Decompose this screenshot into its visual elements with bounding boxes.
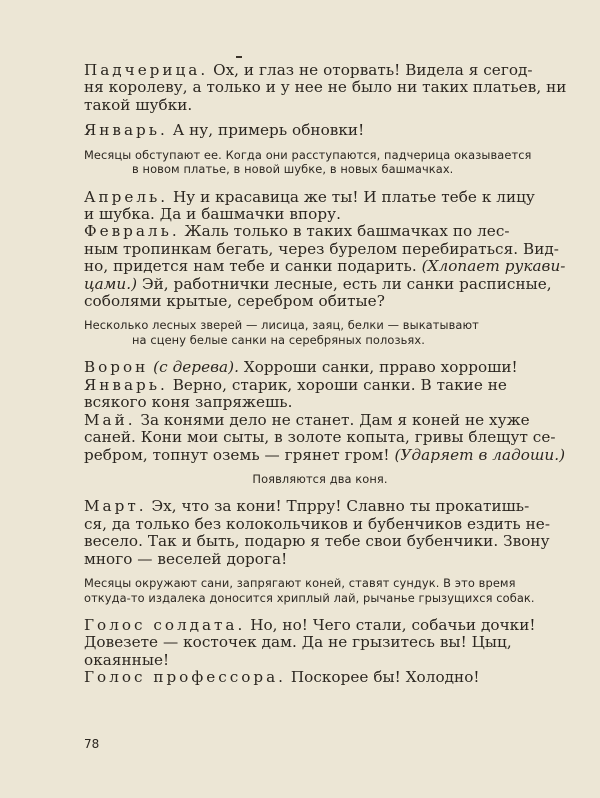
text-line: соболями крытые, серебром обитые? — [84, 292, 385, 311]
stage-direction-2: Несколько лесных зверей — лисица, заяц, белки — выкатывают на сцену белые санки на серебряных полозьях. — [84, 318, 479, 347]
stage-direction-3: Появляются два коня. — [252, 471, 388, 486]
dialogue-raven: Ворон (с дерева). Хорроши санки, прраво хорроши! — [84, 358, 518, 377]
text-line: Май. За конями дело не станет. Дам я коней не хуже — [84, 410, 530, 429]
page-number: 78 — [84, 737, 100, 751]
text-line: ся, да только без колокольчиков и бубенчиков ездить не- — [84, 514, 550, 533]
dialogue-january-2 — [84, 377, 566, 412]
speaker-name: Март. — [84, 497, 147, 516]
dialogue-padcheritsa-1 — [84, 62, 566, 114]
text-line: Довезете — косточек дам. Да не грызитесь вы! Цыц, — [84, 633, 512, 652]
text-line: Падчерица. Ох, и глаз не оторвать! Видела я сегод- — [84, 61, 533, 79]
text-line: и шубка. Да и башмачки впору. — [84, 205, 341, 224]
text-line: окаянные! — [84, 650, 170, 669]
speaker-name: Голос солдата. — [84, 616, 246, 635]
text-line: всякого коня запряжешь. — [84, 393, 293, 412]
dialogue-may — [84, 412, 566, 464]
text-line: ня королеву, а только и у нее не было ни таких платьев, ни — [84, 78, 567, 97]
dialogue-january-1: Январь. А ну, примерь обновки! — [84, 121, 365, 140]
text-line: много — веселей дорога! — [84, 549, 288, 568]
speaker-name: Январь. — [84, 121, 168, 140]
dialogue-professor: Голос профессора. Поскорее бы! Холодно! — [84, 668, 480, 687]
speaker-name: Голос профессора. — [84, 668, 286, 687]
speaker-name: Падчерица. — [84, 61, 209, 79]
page-mark — [236, 56, 242, 58]
stage-direction-4: Месяцы окружают сани, запрягают коней, ставят сундук. В это время откуда-то издалека доносится хриплый лай, рычанье грызущихся собак. — [84, 576, 535, 605]
text-line: ребром, топнут оземь — грянет гром! (Ударяет в ладоши.) — [84, 445, 566, 464]
dialogue-april — [84, 189, 566, 224]
text-line: Март. Эх, что за кони! Тпрру! Славно ты прокатишь- — [84, 497, 530, 516]
speaker-name: Апрель. — [84, 187, 169, 206]
text-line: такой шубки. — [84, 95, 193, 114]
text-line: цами.) Эй, работнички лесные, есть ли санки расписные, — [84, 274, 552, 293]
text-line: весело. Так и быть, подарю я тебе свои бубенчики. Звону — [84, 532, 550, 551]
stage-direction-1: Месяцы обступают ее. Когда они расступаются, падчерица оказывается в новом платье, в новой шубке, в новых башмачках. — [84, 147, 532, 177]
speaker-name: Май. — [84, 410, 136, 429]
speaker-name: Январь. — [84, 375, 168, 394]
text-line: ным тропинкам бегать, через бурелом перебираться. Вид- — [84, 239, 559, 258]
speaker-name: Ворон — [84, 358, 149, 377]
text-line: саней. Кони мои сыты, в золоте копыта, гривы блещут се- — [84, 428, 556, 447]
text-line: Голос солдата. Но, но! Чего стали, собачьи дочки! — [84, 616, 536, 635]
text-line: но, придется нам тебе и санки подарить. (Хлопает рукави- — [84, 257, 566, 276]
speaker-name: Февраль. — [84, 222, 180, 241]
text-line: Февраль. Жаль только в таких башмачках по лес- — [84, 222, 510, 241]
dialogue-february — [84, 223, 566, 310]
dialogue-march — [84, 498, 566, 568]
text-line: Апрель. Ну и красавица же ты! И платье тебе к лицу — [84, 187, 535, 206]
text-line: Январь. Верно, старик, хороши санки. В такие не — [84, 375, 507, 394]
dialogue-soldier — [84, 617, 566, 669]
